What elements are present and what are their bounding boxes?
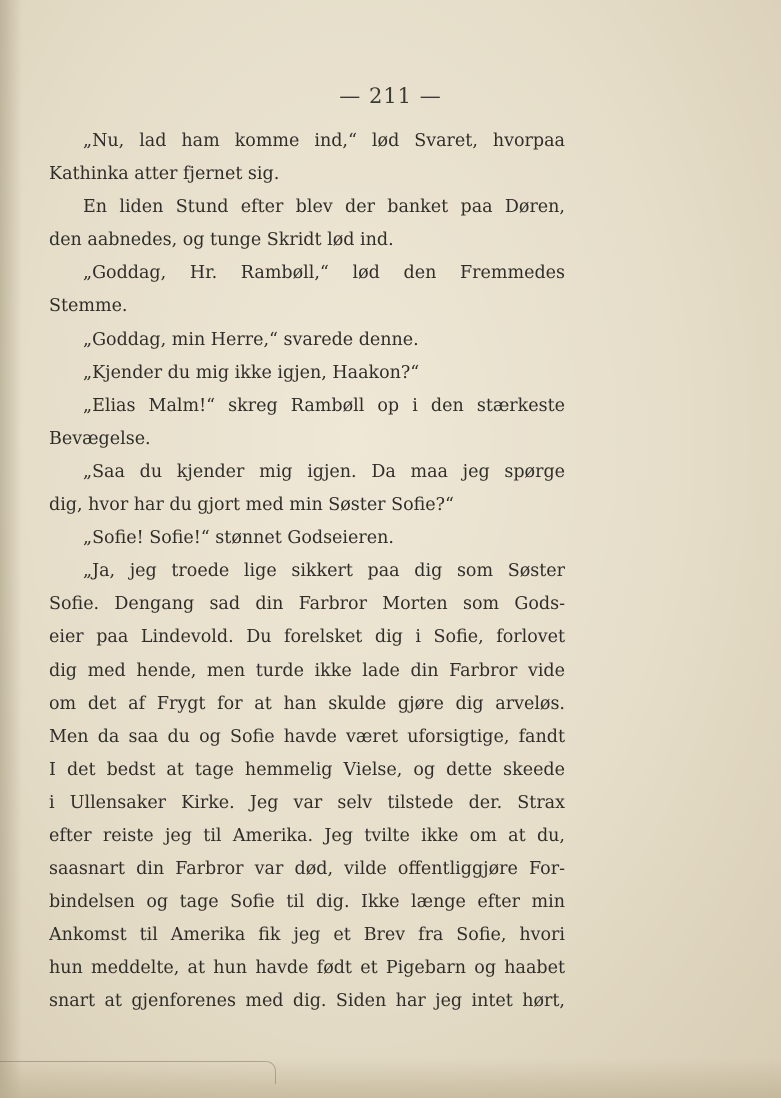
text-line: Bevægelse. — [49, 428, 151, 449]
body-text — [49, 125, 565, 1019]
text-line: „Ja, jeg troede lige sikkert paa dig som Søster — [83, 561, 565, 582]
text-line: „Elias Malm!“ skreg Rambøll op i den stærkeste — [83, 395, 565, 416]
text-line: eier paa Lindevold. Du forelsket dig i Sofie, forlovet — [49, 627, 565, 648]
text-line: „Goddag, Hr. Rambøll,“ lød den Fremmedes — [83, 263, 565, 284]
text-line: i Ullensaker Kirke. Jeg var selv tilstede der. Strax — [49, 792, 565, 813]
text-line: „Goddag, min Herre,“ svarede denne. — [83, 329, 419, 350]
text-line: den aabnedes, og tunge Skridt lød ind. — [49, 230, 394, 251]
text-line: om det af Frygt for at han skulde gjøre dig arveløs. — [49, 693, 565, 714]
text-line: bindelsen og tage Sofie til dig. Ikke længe efter min — [49, 892, 565, 913]
text-line: dig, hvor har du gjort med min Søster Sofie?“ — [49, 495, 454, 516]
text-line: saasnart din Farbror var død, vilde offentliggjøre For- — [49, 859, 565, 880]
text-line: Men da saa du og Sofie havde været uforsigtige, fandt — [49, 726, 565, 747]
text-line: hun meddelte, at hun havde født et Pigebarn og haabet — [49, 958, 565, 979]
text-line: dig med hende, men turde ikke lade din Farbror vide — [49, 660, 565, 681]
page-number-header: — 211 — — [339, 84, 442, 108]
text-line: En liden Stund efter blev der banket paa Døren, — [83, 197, 565, 218]
text-line: efter reiste jeg til Amerika. Jeg tvilte ikke om at du, — [49, 825, 565, 846]
text-line: Sofie. Dengang sad din Farbror Morten som Gods- — [49, 594, 565, 615]
text-line: I det bedst at tage hemmelig Vielse, og dette skeede — [49, 759, 565, 780]
binding-shadow — [0, 0, 22, 1098]
text-line: „Nu, lad ham komme ind,“ lød Svaret, hvorpaa — [83, 131, 565, 151]
text-line: Ankomst til Amerika fik jeg et Brev fra Sofie, hvori — [49, 925, 565, 946]
text-line: „Saa du kjender mig igjen. Da maa jeg spørge — [83, 461, 565, 482]
text-line: Stemme. — [49, 296, 128, 317]
text-line: „Sofie! Sofie!“ stønnet Godseieren. — [83, 528, 394, 549]
text-line: snart at gjenforenes med dig. Siden har jeg intet hørt, — [49, 991, 565, 1012]
text-line: „Kjender du mig ikke igjen, Haakon?“ — [83, 362, 420, 383]
page-fold-line — [0, 1061, 276, 1084]
text-line: Kathinka atter fjernet sig. — [49, 164, 280, 185]
